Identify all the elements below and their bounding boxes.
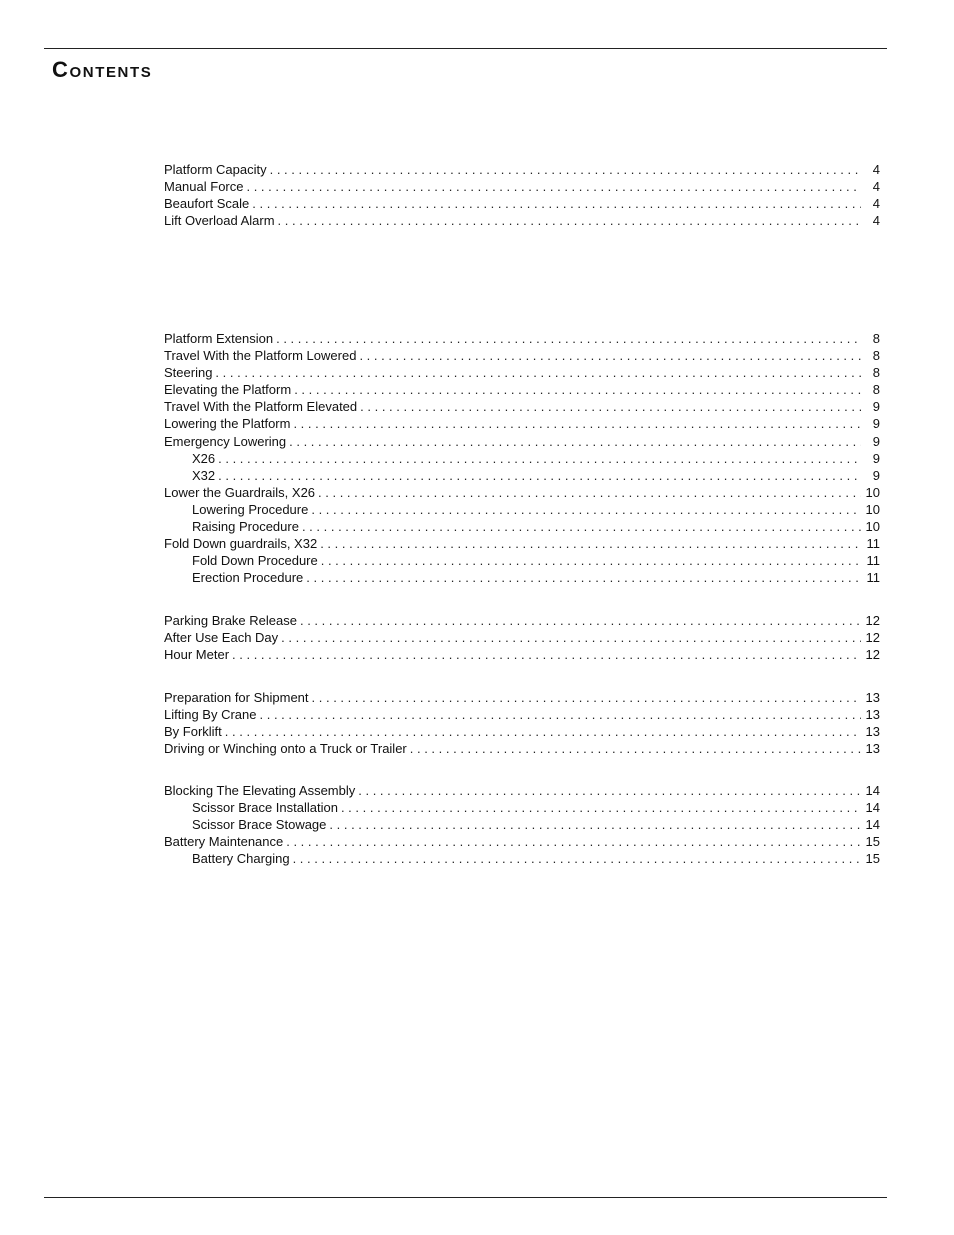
toc-entry[interactable] — [164, 816, 880, 833]
dot-leader — [410, 740, 861, 757]
dot-leader — [360, 398, 861, 415]
toc-entry-label: Lowering Procedure — [192, 501, 309, 517]
toc-entry-page-number: 9 — [872, 416, 880, 432]
toc-entry[interactable] — [164, 195, 880, 212]
toc-entry-label: X26 — [192, 450, 216, 466]
toc-entry[interactable] — [164, 415, 880, 432]
toc-entry[interactable] — [164, 689, 880, 706]
toc-entry-label: Battery Charging — [192, 851, 290, 867]
dot-leader — [320, 535, 861, 552]
toc-entry-page-number: 8 — [872, 365, 880, 381]
toc-entry-page-number: 4 — [872, 213, 880, 229]
footer-rule — [44, 1197, 887, 1198]
toc-entry[interactable] — [164, 178, 880, 195]
toc-entry-label: Fold Down Procedure — [192, 553, 318, 569]
dot-leader — [276, 330, 861, 347]
toc-entry-label: Elevating the Platform — [164, 382, 292, 398]
toc-entry-label: Raising Procedure — [192, 519, 299, 535]
toc-entry[interactable] — [164, 612, 880, 629]
toc-entry-label: After Use Each Day — [164, 630, 279, 646]
toc-entry[interactable] — [164, 212, 880, 229]
toc-entry-page-number: 9 — [872, 450, 880, 466]
toc-entry-page-number: 10 — [865, 501, 880, 517]
dot-leader — [270, 161, 861, 178]
header-rule — [44, 48, 887, 49]
toc-section-5 — [164, 782, 880, 867]
toc-entry[interactable] — [164, 518, 880, 535]
toc-entry-label: Steering — [164, 365, 213, 381]
dot-leader — [252, 195, 861, 212]
toc-entry-label: Fold Down guardrails, X32 — [164, 536, 318, 552]
toc-entry-page-number: 9 — [872, 399, 880, 415]
toc-entry[interactable] — [164, 450, 880, 467]
dot-leader — [218, 450, 861, 467]
dot-leader — [260, 706, 862, 723]
toc-entry-label: Beaufort Scale — [164, 196, 250, 212]
toc-entry-label: Manual Force — [164, 179, 244, 195]
toc-entry-page-number: 8 — [872, 348, 880, 364]
toc-entry[interactable] — [164, 330, 880, 347]
toc-entry-page-number: 9 — [872, 433, 880, 449]
dot-leader — [302, 518, 861, 535]
toc-section-1 — [164, 161, 880, 229]
toc-section-3 — [164, 612, 880, 663]
toc-entry-page-number: 15 — [865, 851, 880, 867]
dot-leader — [318, 484, 861, 501]
toc-entry[interactable] — [164, 535, 880, 552]
toc-entry-label: Driving or Winching onto a Truck or Trailer — [164, 741, 407, 757]
toc-entry[interactable] — [164, 364, 880, 381]
toc-entry-label: Platform Capacity — [164, 162, 267, 177]
toc-entry-label: Parking Brake Release — [164, 613, 297, 628]
dot-leader — [281, 629, 861, 646]
toc-entry-page-number: 4 — [872, 162, 880, 177]
toc-entry-page-number: 13 — [865, 690, 880, 705]
toc-entry[interactable] — [164, 799, 880, 816]
toc-entry[interactable] — [164, 706, 880, 723]
toc-entry-page-number: 11 — [866, 570, 880, 586]
dot-leader — [312, 689, 861, 706]
toc-entry-label: Scissor Brace Installation — [192, 800, 338, 816]
toc-entry-label: Lifting By Crane — [164, 707, 257, 723]
dot-leader — [289, 433, 861, 450]
toc-entry[interactable] — [164, 723, 880, 740]
toc-entry-label: Scissor Brace Stowage — [192, 817, 327, 833]
page-title: Contents — [52, 57, 153, 82]
toc-entry-label: Travel With the Platform Elevated — [164, 399, 358, 415]
dot-leader — [215, 364, 861, 381]
dot-leader — [329, 816, 861, 833]
toc-entry-label: Lift Overload Alarm — [164, 213, 275, 229]
toc-entry-page-number: 14 — [865, 783, 880, 798]
dot-leader — [278, 212, 861, 229]
toc-section-2 — [164, 330, 880, 586]
toc-entry-page-number: 4 — [872, 196, 880, 212]
toc-entry[interactable] — [164, 501, 880, 518]
toc-entry[interactable] — [164, 646, 880, 663]
dot-leader — [286, 833, 861, 850]
dot-leader — [246, 178, 861, 195]
toc-entry[interactable] — [164, 161, 880, 178]
toc-entry-page-number: 11 — [866, 553, 880, 569]
toc-entry-label: Hour Meter — [164, 647, 230, 663]
toc-section-4 — [164, 689, 880, 757]
toc-entry[interactable] — [164, 629, 880, 646]
dot-leader — [306, 569, 861, 586]
toc-entry[interactable] — [164, 398, 880, 415]
dot-leader — [359, 347, 861, 364]
dot-leader — [225, 723, 861, 740]
dot-leader — [218, 467, 861, 484]
toc-entry-label: Blocking The Elevating Assembly — [164, 783, 356, 798]
toc-entry-page-number: 9 — [872, 467, 880, 483]
toc-entry-label: Lowering the Platform — [164, 416, 291, 432]
toc-entry-label: X32 — [192, 467, 216, 483]
toc-entry-page-number: 10 — [865, 484, 880, 500]
toc-entry-page-number: 14 — [865, 817, 880, 833]
toc-entry-label: Travel With the Platform Lowered — [164, 348, 357, 364]
toc-entry-label: Lower the Guardrails, X26 — [164, 484, 316, 500]
toc-entry-page-number: 13 — [865, 741, 880, 757]
toc-entry-page-number: 12 — [865, 630, 880, 646]
toc-entry-label: Platform Extension — [164, 331, 274, 346]
toc-entry-page-number: 13 — [865, 707, 880, 723]
toc-entry-page-number: 12 — [865, 647, 880, 663]
dot-leader — [293, 415, 861, 432]
toc-entry-page-number: 4 — [872, 179, 880, 195]
toc-entry[interactable] — [164, 467, 880, 484]
toc-entry[interactable] — [164, 569, 880, 586]
dot-leader — [294, 381, 861, 398]
toc-entry-label: Erection Procedure — [192, 570, 304, 586]
toc-entry-page-number: 11 — [866, 536, 880, 552]
dot-leader — [341, 799, 861, 816]
toc-entry-page-number: 13 — [865, 724, 880, 740]
toc-entry-label: Emergency Lowering — [164, 433, 287, 449]
dot-leader — [300, 612, 861, 629]
dot-leader — [358, 782, 861, 799]
toc-entry[interactable] — [164, 484, 880, 501]
dot-leader — [293, 850, 861, 867]
toc-entry-label: Battery Maintenance — [164, 834, 284, 850]
toc-entry-label: Preparation for Shipment — [164, 690, 309, 705]
toc-entry-label: By Forklift — [164, 724, 222, 740]
toc-entry-page-number: 10 — [865, 519, 880, 535]
toc-entry-page-number: 8 — [872, 382, 880, 398]
dot-leader — [311, 501, 861, 518]
toc-entry[interactable] — [164, 381, 880, 398]
toc-entry-page-number: 12 — [865, 613, 880, 628]
toc-entry[interactable] — [164, 433, 880, 450]
toc-entry[interactable] — [164, 740, 880, 757]
toc-entry[interactable] — [164, 782, 880, 799]
toc-entry-page-number: 8 — [872, 331, 880, 346]
toc-entry-page-number: 15 — [865, 834, 880, 850]
toc-entry[interactable] — [164, 347, 880, 364]
toc-entry-page-number: 14 — [865, 800, 880, 816]
dot-leader — [232, 646, 861, 663]
dot-leader — [321, 552, 861, 569]
toc-entry[interactable] — [164, 552, 880, 569]
toc-entry[interactable] — [164, 850, 880, 867]
toc-entry[interactable] — [164, 833, 880, 850]
